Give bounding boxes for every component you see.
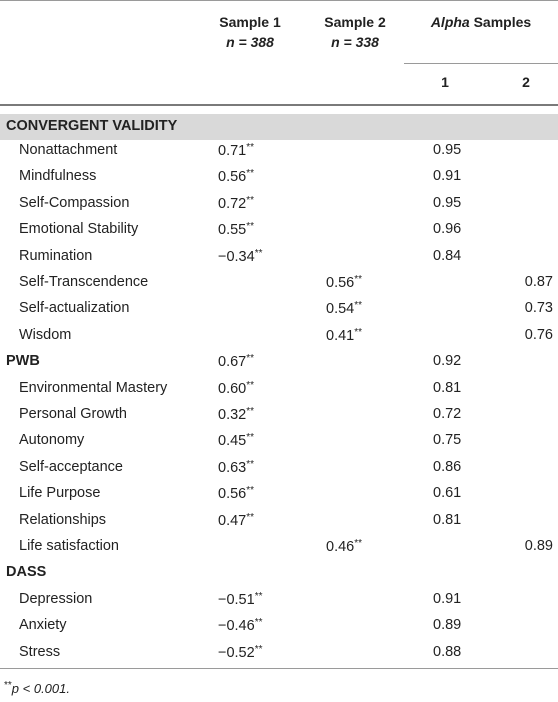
sample-1-cell-significance: ** xyxy=(254,643,263,655)
alpha-2-cell xyxy=(525,327,553,343)
section-row xyxy=(0,560,558,586)
sample-2-cell-value: 0.54 xyxy=(326,301,355,318)
sample-1-cell-significance: ** xyxy=(246,511,255,523)
table-row xyxy=(0,296,558,322)
alpha-1-cell xyxy=(433,168,461,184)
footnote-text: p < 0.001. xyxy=(11,681,70,696)
table-row xyxy=(0,217,558,243)
header-alpha-1: 1 xyxy=(441,74,449,90)
row-label: Self-actualization xyxy=(19,300,130,317)
sample-1-cell xyxy=(218,168,254,185)
alpha-1-cell-value: 0.72 xyxy=(433,406,462,422)
row-label: Nonattachment xyxy=(19,142,118,158)
alpha-1-cell-value: 0.91 xyxy=(433,590,462,607)
sample-1-cell-value: −0.46 xyxy=(218,618,255,635)
alpha-1-cell xyxy=(433,591,461,607)
section-convergent-validity xyxy=(0,114,558,140)
header-sample-2 xyxy=(305,12,405,52)
sample-1-cell-value: 0.32 xyxy=(218,407,247,423)
sample-1-cell-significance: ** xyxy=(246,353,255,365)
sample-2-cell-value: 0.56 xyxy=(326,275,355,291)
sample-1-cell-value: −0.34 xyxy=(218,248,255,265)
table-row xyxy=(0,323,558,349)
sample-1-cell-significance: ** xyxy=(254,590,263,602)
alpha-2-cell xyxy=(525,274,553,290)
alpha-1-cell xyxy=(433,380,461,396)
row-label: Self-Transcendence xyxy=(19,274,149,290)
table-row xyxy=(0,587,558,613)
sample-1-cell-value: 0.55 xyxy=(218,222,247,239)
alpha-1-cell xyxy=(433,485,461,501)
header-alpha-italic: Alpha xyxy=(430,14,470,30)
alpha-1-cell xyxy=(433,406,461,422)
alpha-2-cell xyxy=(525,300,553,316)
sample-1-cell xyxy=(218,617,263,634)
alpha-1-cell-value: 0.95 xyxy=(433,142,462,158)
row-label: Anxiety xyxy=(19,617,67,634)
header-sample-2-title: Sample 2 xyxy=(324,14,386,30)
row-label: Emotional Stability xyxy=(19,221,139,238)
sample-1-cell-significance: ** xyxy=(246,458,255,470)
sample-2-cell-value: 0.41 xyxy=(326,327,355,344)
alpha-1-cell-value: 0.75 xyxy=(433,432,462,449)
table-row xyxy=(0,376,558,402)
sample-2-cell-significance: ** xyxy=(354,300,363,312)
section-title: CONVERGENT VALIDITY xyxy=(6,118,178,134)
sample-1-cell-value: 0.56 xyxy=(218,169,247,186)
alpha-1-cell xyxy=(433,195,461,211)
section-row xyxy=(0,349,558,375)
header-alpha-rest: Samples xyxy=(469,14,532,30)
alpha-1-cell xyxy=(433,432,461,448)
alpha-2-cell-value: 0.76 xyxy=(524,326,553,343)
sample-2-cell-value: 0.46 xyxy=(326,539,355,555)
table-row xyxy=(0,508,558,534)
row-label: Self-acceptance xyxy=(19,458,123,475)
footnote xyxy=(4,680,70,696)
alpha-1-cell-value: 0.81 xyxy=(433,379,462,396)
sample-1-cell xyxy=(218,644,263,661)
alpha-1-cell xyxy=(433,644,461,660)
table-row xyxy=(0,270,558,296)
bottom-rule xyxy=(0,668,558,669)
alpha-1-cell-value: 0.61 xyxy=(433,485,462,502)
sample-1-cell-significance: ** xyxy=(254,617,263,629)
alpha-1-cell xyxy=(433,617,461,633)
row-label: Autonomy xyxy=(19,432,85,449)
alpha-1-cell-value: 0.84 xyxy=(433,247,462,264)
alpha-1-cell xyxy=(433,221,461,237)
sample-1-cell-value: 0.71 xyxy=(218,143,247,159)
sample-1-cell-significance: ** xyxy=(254,247,263,259)
row-label: Rumination xyxy=(19,247,93,264)
top-rule xyxy=(0,0,558,1)
sample-1-cell xyxy=(218,512,254,529)
alpha-1-cell xyxy=(433,512,461,528)
table-row xyxy=(0,481,558,507)
table-row xyxy=(0,164,558,190)
header-sample-1-title: Sample 1 xyxy=(219,14,281,30)
sample-1-cell-value: 0.72 xyxy=(218,195,247,212)
sample-1-cell-value: 0.60 xyxy=(218,380,247,397)
sample-1-cell-significance: ** xyxy=(246,221,255,233)
sample-1-cell xyxy=(218,591,263,608)
table-row xyxy=(0,534,558,560)
header-sample-2-n: n = 338 xyxy=(331,34,379,50)
sample-2-cell-significance: ** xyxy=(354,274,363,285)
sample-1-cell-value: 0.47 xyxy=(218,512,247,529)
alpha-1-cell-value: 0.81 xyxy=(433,511,462,528)
alpha-1-cell-value: 0.92 xyxy=(433,353,462,370)
row-label: PWB xyxy=(6,353,40,370)
header-alpha-samples xyxy=(404,12,558,32)
table-row xyxy=(0,428,558,454)
sample-1-cell-value: 0.63 xyxy=(218,459,247,476)
alpha-1-cell-value: 0.91 xyxy=(433,168,462,185)
sample-2-cell xyxy=(326,274,362,291)
alpha-subrule xyxy=(404,63,558,64)
sample-1-cell xyxy=(218,380,254,397)
header-alpha-2: 2 xyxy=(522,74,530,90)
sample-2-cell xyxy=(326,538,362,555)
alpha-1-cell-value: 0.95 xyxy=(433,194,462,211)
row-label: DASS xyxy=(6,564,47,581)
sample-2-cell-significance: ** xyxy=(354,326,363,338)
alpha-1-cell-value: 0.96 xyxy=(433,221,462,238)
alpha-1-cell xyxy=(433,142,461,158)
alpha-1-cell xyxy=(433,353,461,369)
sample-1-cell-significance: ** xyxy=(246,142,255,153)
alpha-2-cell xyxy=(525,538,553,554)
sample-2-cell xyxy=(326,300,362,317)
alpha-2-cell-value: 0.89 xyxy=(524,538,553,554)
sample-1-cell-value: −0.51 xyxy=(218,591,255,608)
sample-1-cell-value: 0.56 xyxy=(218,486,247,503)
sample-1-cell-significance: ** xyxy=(246,379,255,391)
row-label: Personal Growth xyxy=(19,406,127,422)
alpha-1-cell xyxy=(433,248,461,264)
table-row xyxy=(0,402,558,428)
row-label: Self-Compassion xyxy=(19,194,130,211)
row-label: Mindfulness xyxy=(19,168,97,185)
row-label: Stress xyxy=(19,643,61,660)
sample-1-cell-significance: ** xyxy=(246,485,255,497)
sample-1-cell xyxy=(218,432,254,449)
sample-1-cell xyxy=(218,406,254,423)
sample-1-cell xyxy=(218,221,254,238)
sample-1-cell-significance: ** xyxy=(246,168,255,180)
sample-2-cell xyxy=(326,327,362,344)
header-bottom-rule xyxy=(0,104,558,106)
alpha-1-cell xyxy=(433,459,461,475)
header-sample-1-n: n = 388 xyxy=(226,34,274,50)
alpha-2-cell-value: 0.87 xyxy=(524,274,553,290)
row-label: Environmental Mastery xyxy=(19,379,168,396)
sample-1-cell-value: −0.52 xyxy=(218,644,255,661)
table-row xyxy=(0,455,558,481)
footnote-sup: ** xyxy=(4,680,12,691)
table-row xyxy=(0,138,558,164)
row-label: Wisdom xyxy=(19,326,72,343)
row-label: Life satisfaction xyxy=(19,538,119,554)
sample-1-cell xyxy=(218,195,254,212)
sample-1-cell-significance: ** xyxy=(246,432,255,444)
alpha-1-cell-value: 0.88 xyxy=(433,643,462,660)
sample-1-cell xyxy=(218,248,263,265)
sample-1-cell xyxy=(218,353,254,370)
alpha-1-cell-value: 0.86 xyxy=(433,458,462,475)
sample-1-cell-value: 0.45 xyxy=(218,433,247,450)
alpha-2-cell-value: 0.73 xyxy=(524,300,553,317)
table-row xyxy=(0,613,558,639)
header-sample-1 xyxy=(200,12,300,52)
sample-1-cell-significance: ** xyxy=(246,194,255,206)
sample-2-cell-significance: ** xyxy=(354,538,363,549)
row-label: Depression xyxy=(19,590,93,607)
sample-1-cell xyxy=(218,459,254,476)
row-label: Life Purpose xyxy=(19,485,101,502)
sample-1-cell-value: 0.67 xyxy=(218,354,247,371)
table-row xyxy=(0,244,558,270)
alpha-1-cell-value: 0.89 xyxy=(433,617,462,634)
row-label: Relationships xyxy=(19,511,107,528)
table-row xyxy=(0,640,558,666)
sample-1-cell xyxy=(218,142,254,159)
table-row xyxy=(0,191,558,217)
sample-1-cell-significance: ** xyxy=(246,406,255,417)
sample-1-cell xyxy=(218,485,254,502)
